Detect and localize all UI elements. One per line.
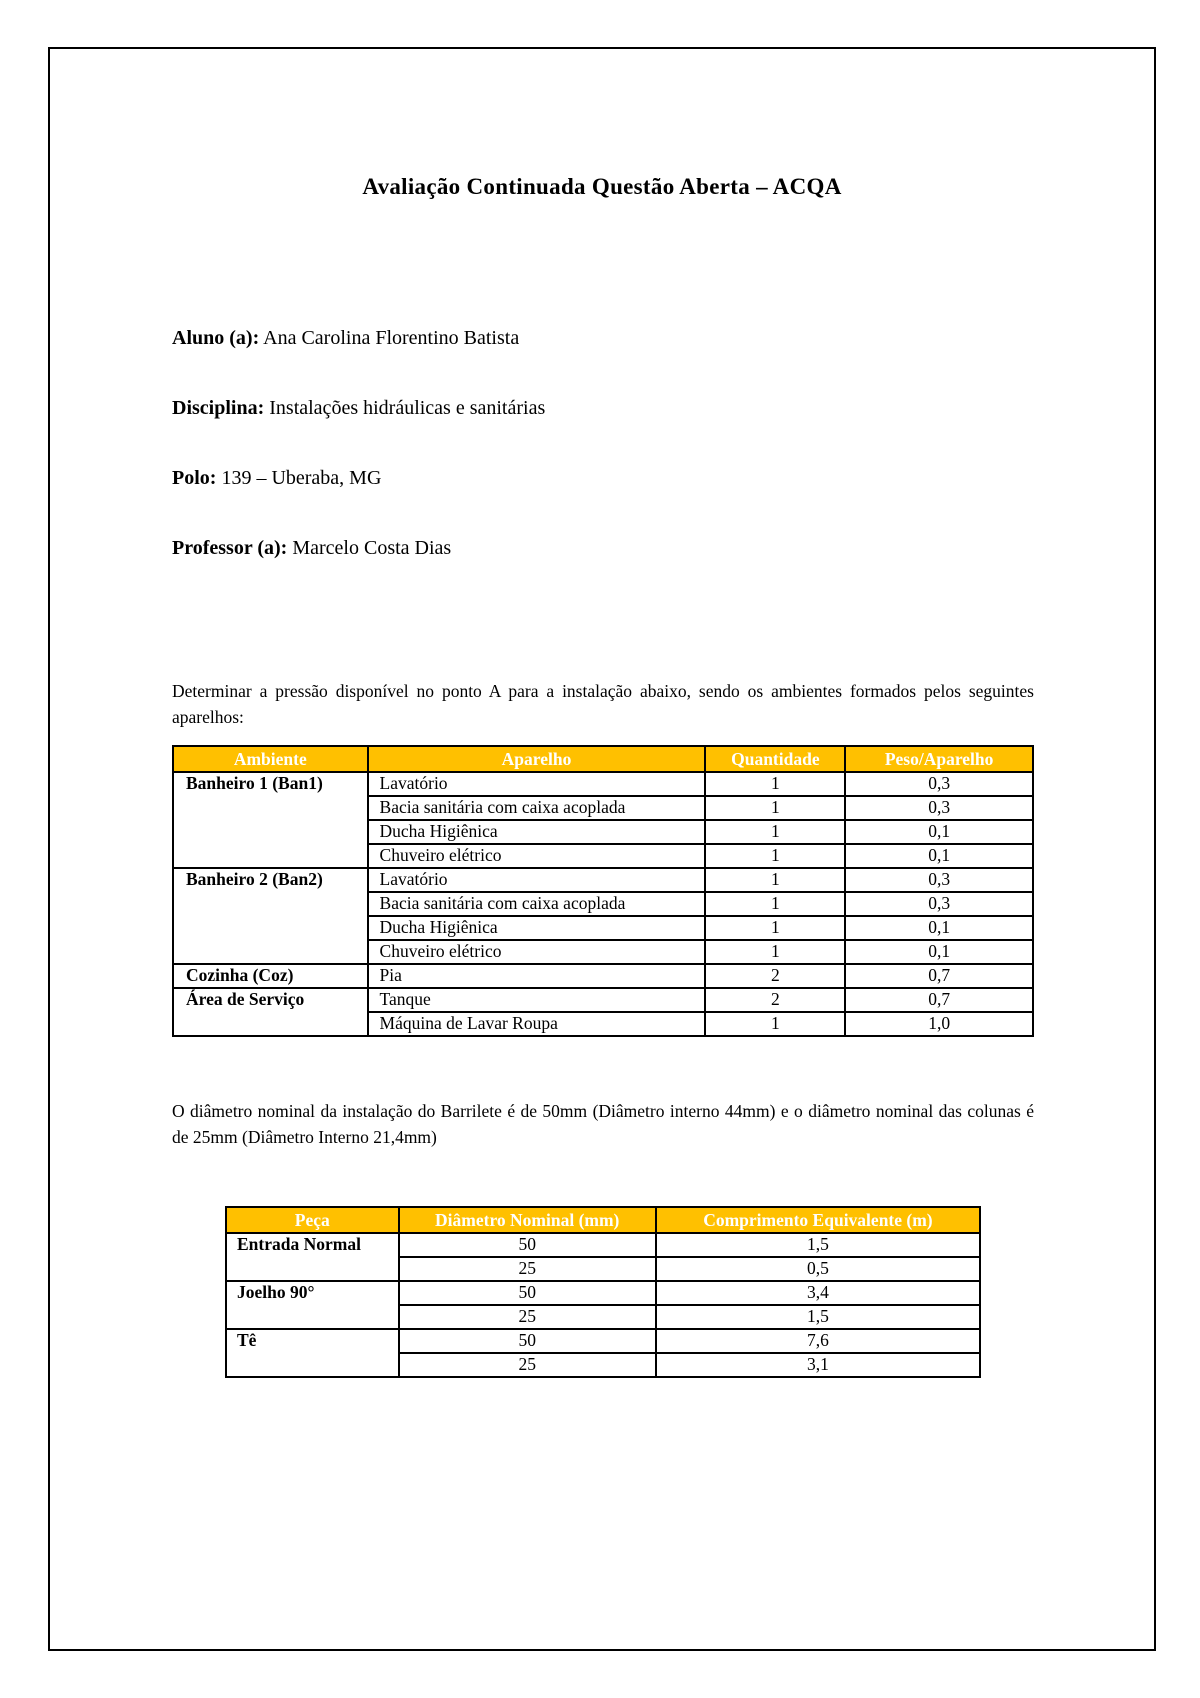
diameter-paragraph: O diâmetro nominal da instalação do Barrilete é de 50mm (Diâmetro interno 44mm) e o diâmetro nominal das colunas é de 25mm (Diâmetro Interno 21,4mm) <box>172 1101 1034 1147</box>
diametro-cell: 50 <box>399 1281 656 1305</box>
aparelho-cell: Tanque <box>368 988 706 1012</box>
field-value: 139 – Uberaba, MG <box>221 467 382 489</box>
quantidade-cell: 1 <box>705 868 845 892</box>
field-label: Disciplina: <box>172 397 265 419</box>
aparelho-cell: Ducha Higiênica <box>368 820 706 844</box>
quantidade-cell: 2 <box>705 988 845 1012</box>
quantidade-cell: 1 <box>705 820 845 844</box>
comprimento-cell: 1,5 <box>656 1305 980 1329</box>
aparelho-cell: Chuveiro elétrico <box>368 844 706 868</box>
quantidade-cell: 1 <box>705 796 845 820</box>
aparelho-cell: Máquina de Lavar Roupa <box>368 1012 706 1036</box>
intro-paragraph: Determinar a pressão disponível no ponto A para a instalação abaixo, sendo os ambientes formados pelos seguintes aparelhos: <box>172 681 1034 727</box>
aparelho-cell: Chuveiro elétrico <box>368 940 706 964</box>
table-header-row <box>226 1207 980 1233</box>
header-ambiente: Ambiente <box>173 746 368 772</box>
comprimento-cell: 1,5 <box>656 1233 980 1257</box>
field-polo <box>172 467 381 490</box>
peso-cell: 0,7 <box>845 964 1033 988</box>
peso-cell: 0,1 <box>845 940 1033 964</box>
header-comprimento: Comprimento Equivalente (m) <box>656 1207 980 1233</box>
table-row <box>173 772 1033 796</box>
quantidade-cell: 1 <box>705 916 845 940</box>
table-row <box>226 1281 980 1305</box>
peca-cell: Entrada Normal <box>226 1233 399 1281</box>
field-professor <box>172 537 451 560</box>
peso-cell: 0,3 <box>845 796 1033 820</box>
header-quantidade: Quantidade <box>705 746 845 772</box>
aparelho-cell: Bacia sanitária com caixa acoplada <box>368 796 706 820</box>
peso-cell: 0,1 <box>845 916 1033 940</box>
aparelho-cell: Bacia sanitária com caixa acoplada <box>368 892 706 916</box>
ambiente-cell: Banheiro 2 (Ban2) <box>173 868 368 964</box>
peso-cell: 0,1 <box>845 820 1033 844</box>
quantidade-cell: 1 <box>705 1012 845 1036</box>
table-row <box>173 988 1033 1012</box>
comprimento-cell: 7,6 <box>656 1329 980 1353</box>
diametro-cell: 25 <box>399 1305 656 1329</box>
field-label: Aluno (a): <box>172 327 260 349</box>
quantidade-cell: 1 <box>705 844 845 868</box>
peso-cell: 0,3 <box>845 892 1033 916</box>
peso-cell: 1,0 <box>845 1012 1033 1036</box>
field-label: Professor (a): <box>172 537 288 559</box>
diametro-cell: 25 <box>399 1257 656 1281</box>
ambiente-cell: Banheiro 1 (Ban1) <box>173 772 368 868</box>
quantidade-cell: 1 <box>705 772 845 796</box>
equivalent-length-table <box>225 1206 981 1378</box>
peso-cell: 0,3 <box>845 868 1033 892</box>
ambiente-cell: Área de Serviço <box>173 988 368 1036</box>
field-label: Polo: <box>172 467 217 489</box>
comprimento-cell: 3,4 <box>656 1281 980 1305</box>
field-value: Instalações hidráulicas e sanitárias <box>269 397 546 419</box>
peso-cell: 0,1 <box>845 844 1033 868</box>
header-diametro: Diâmetro Nominal (mm) <box>399 1207 656 1233</box>
diametro-cell: 25 <box>399 1353 656 1377</box>
table-row <box>173 868 1033 892</box>
diametro-cell: 50 <box>399 1233 656 1257</box>
aparelho-cell: Pia <box>368 964 706 988</box>
field-value: Marcelo Costa Dias <box>292 537 452 559</box>
table-row <box>226 1329 980 1353</box>
quantidade-cell: 1 <box>705 892 845 916</box>
appliances-table <box>172 745 1034 1037</box>
peca-cell: Tê <box>226 1329 399 1377</box>
aparelho-cell: Lavatório <box>368 772 706 796</box>
table-header-row <box>173 746 1033 772</box>
comprimento-cell: 3,1 <box>656 1353 980 1377</box>
field-value: Ana Carolina Florentino Batista <box>263 327 520 349</box>
ambiente-cell: Cozinha (Coz) <box>173 964 368 988</box>
quantidade-cell: 1 <box>705 940 845 964</box>
document-title: Avaliação Continuada Questão Aberta – ACQA <box>362 174 842 199</box>
field-disciplina <box>172 397 545 420</box>
quantidade-cell: 2 <box>705 964 845 988</box>
comprimento-cell: 0,5 <box>656 1257 980 1281</box>
aparelho-cell: Lavatório <box>368 868 706 892</box>
peca-cell: Joelho 90° <box>226 1281 399 1329</box>
aparelho-cell: Ducha Higiênica <box>368 916 706 940</box>
peso-cell: 0,3 <box>845 772 1033 796</box>
diametro-cell: 50 <box>399 1329 656 1353</box>
table-row <box>173 964 1033 988</box>
field-aluno <box>172 327 519 350</box>
header-peso: Peso/Aparelho <box>845 746 1033 772</box>
peso-cell: 0,7 <box>845 988 1033 1012</box>
header-aparelho: Aparelho <box>368 746 706 772</box>
table-row <box>226 1233 980 1257</box>
header-peca: Peça <box>226 1207 399 1233</box>
